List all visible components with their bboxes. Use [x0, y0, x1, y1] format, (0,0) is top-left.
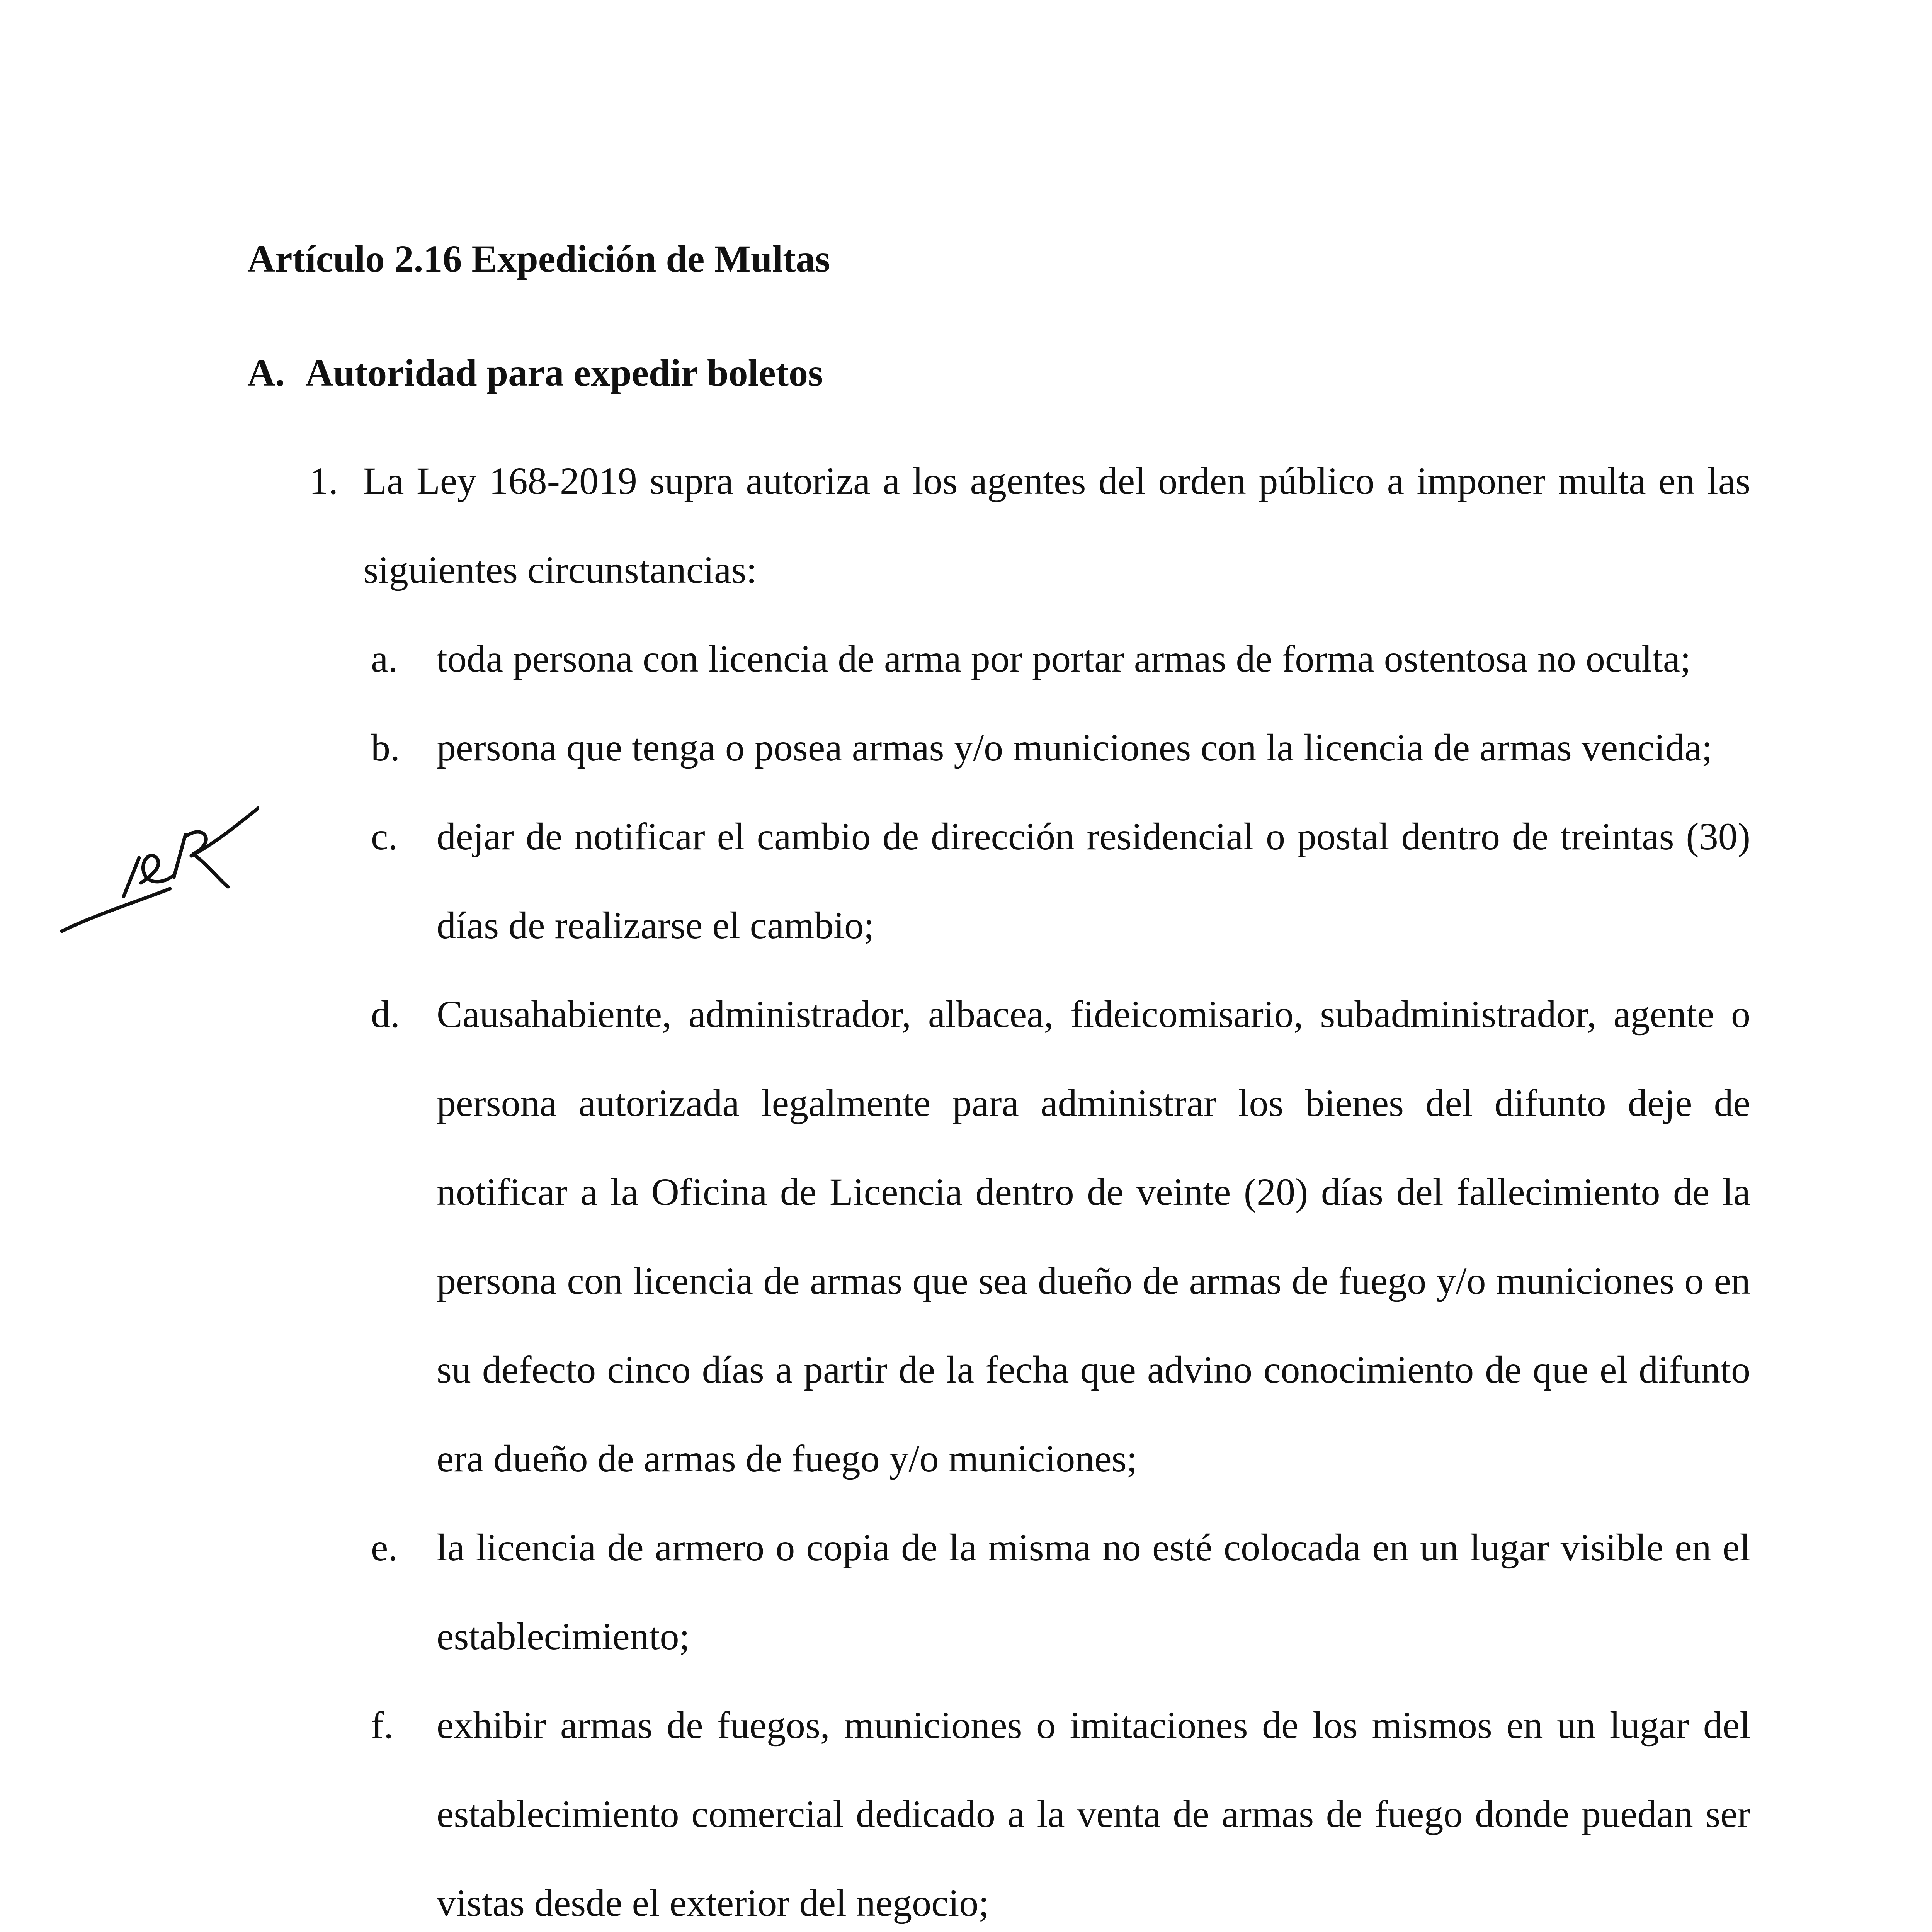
item-text: toda persona con licencia de arma por portar armas de forma ostentosa no oculta; — [437, 637, 1691, 680]
item-text: la licencia de armero o copia de la misma no esté colocada en un lugar visible en el establecimiento; — [437, 1526, 1750, 1658]
article-title: Artículo 2.16 Expedición de Multas — [247, 237, 830, 280]
item-text: exhibir armas de fuegos, municiones o imitaciones de los mismos en un lugar del establecimiento comercial dedicado a la venta de armas de fuego donde puedan ser vistas desde el exterior del negocio; — [437, 1704, 1750, 1924]
item-marker: a. — [371, 637, 398, 680]
paragraph-marker: 1. — [309, 459, 338, 502]
section-title: Autoridad para expedir boletos — [305, 351, 823, 394]
item-marker: d. — [371, 993, 400, 1036]
section-marker: A. — [247, 351, 285, 394]
section-heading — [247, 350, 823, 396]
list-item — [371, 1503, 1750, 1681]
item-marker: f. — [371, 1704, 394, 1747]
item-text: dejar de notificar el cambio de dirección residencial o postal dentro de treintas (30) días de realizarse el cambio; — [437, 815, 1750, 947]
list-item — [371, 1681, 1750, 1932]
list-item — [371, 970, 1750, 1503]
list-item — [371, 614, 1750, 703]
item-marker: c. — [371, 815, 398, 858]
paragraph-text: La Ley 168-2019 supra autoriza a los agentes del orden público a imponer multa en las siguientes circunstancias: — [363, 459, 1750, 591]
paragraph-1 — [309, 437, 1750, 614]
item-text: Causahabiente, administrador, albacea, fideicomisario, subadministrador, agente o persona autorizada legalmente para administrar los bienes del difunto deje de notificar a la Oficina de Licencia dentro de veinte (20) días del fallecimiento de la persona con licencia de armas que sea dueño de armas de fuego y/o municiones o en su defecto cinco días a partir de la fecha que advino conocimiento de que el difunto era dueño de armas de fuego y/o municiones; — [437, 993, 1750, 1480]
list-item — [371, 703, 1750, 792]
handwritten-initials-icon — [58, 800, 259, 947]
circumstances-list — [371, 614, 1750, 1932]
item-text: persona que tenga o posea armas y/o municiones con la licencia de armas vencida; — [437, 726, 1713, 769]
list-item — [371, 792, 1750, 970]
item-marker: e. — [371, 1526, 398, 1569]
item-marker: b. — [371, 726, 400, 769]
